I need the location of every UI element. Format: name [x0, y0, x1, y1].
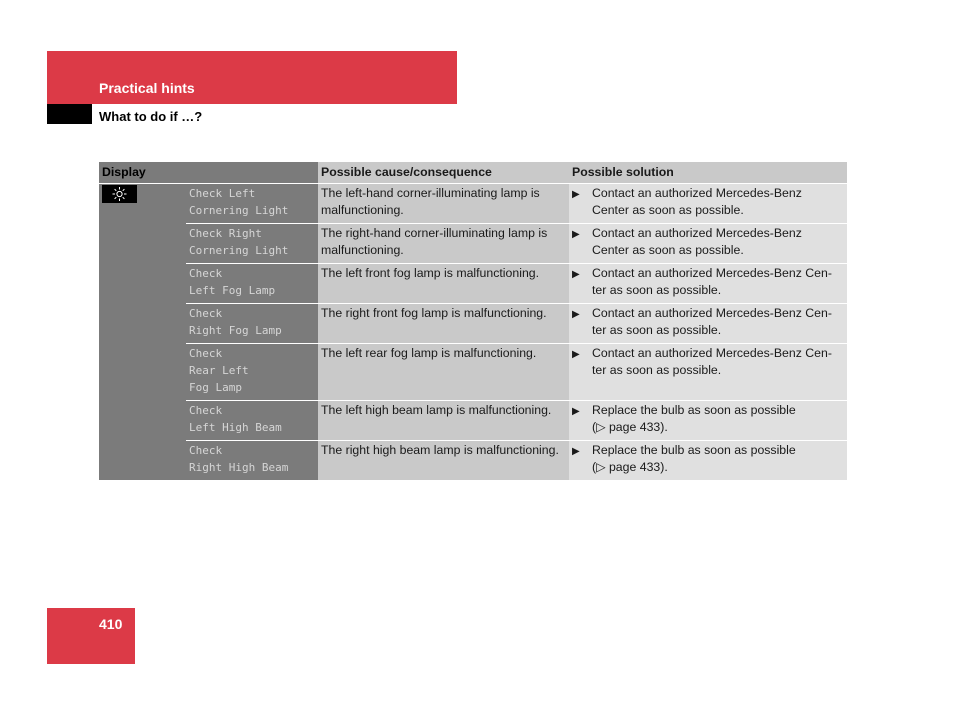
- solution-cell: ▶ Replace the bulb as soon as possible (▷ page 433).: [569, 441, 847, 481]
- table-row: [99, 264, 847, 304]
- table-row: [99, 441, 847, 481]
- column-header-solution: Possible solution: [569, 162, 847, 184]
- action-arrow-icon: ▶: [572, 349, 580, 360]
- cause-cell: The right high beam lamp is malfunctioning.: [318, 441, 569, 481]
- solution-cell: ▶ Contact an authorized Mercedes-Benz Cen- ter as soon as possible.: [569, 344, 847, 401]
- solution-cell: ▶ Contact an authorized Mercedes-Benz Cen- ter as soon as possible.: [569, 304, 847, 344]
- exterior-lamp-warning-icon: [102, 185, 137, 203]
- action-arrow-icon: ▶: [572, 406, 580, 417]
- section-title: Practical hints: [99, 80, 195, 96]
- table-row: [99, 184, 847, 224]
- display-message: Check Right High Beam: [186, 441, 318, 481]
- page-reference-link[interactable]: (▷ page 433).: [592, 460, 668, 474]
- action-arrow-icon: ▶: [572, 269, 580, 280]
- display-icon-cell: [99, 184, 186, 481]
- page-number: 410: [99, 616, 123, 632]
- table-row: [99, 304, 847, 344]
- display-message: Check Left High Beam: [186, 401, 318, 441]
- solution-cell: ▶ Contact an authorized Mercedes-Benz Center as soon as possible.: [569, 224, 847, 264]
- table-row: [99, 224, 847, 264]
- action-arrow-icon: ▶: [572, 309, 580, 320]
- table-header-row: [99, 162, 847, 184]
- action-arrow-icon: ▶: [572, 189, 580, 200]
- display-message: Check Right Fog Lamp: [186, 304, 318, 344]
- table-row: [99, 401, 847, 441]
- section-header-band: [47, 51, 457, 104]
- cause-cell: The right front fog lamp is malfunctioning.: [318, 304, 569, 344]
- hints-table: [99, 162, 847, 481]
- solution-cell: ▶ Contact an authorized Mercedes-Benz Center as soon as possible.: [569, 184, 847, 224]
- display-message: Check Rear Left Fog Lamp: [186, 344, 318, 401]
- section-tab-marker: [47, 104, 92, 124]
- cause-cell: The left rear fog lamp is malfunctioning.: [318, 344, 569, 401]
- display-message: Check Left Fog Lamp: [186, 264, 318, 304]
- display-message: Check Left Cornering Light: [186, 184, 318, 224]
- action-arrow-icon: ▶: [572, 446, 580, 457]
- cause-cell: The left high beam lamp is malfunctioning.: [318, 401, 569, 441]
- subsection-title: What to do if …?: [99, 109, 203, 124]
- solution-cell: ▶ Contact an authorized Mercedes-Benz Cen- ter as soon as possible.: [569, 264, 847, 304]
- cause-cell: The left front fog lamp is malfunctioning.: [318, 264, 569, 304]
- display-message: Check Right Cornering Light: [186, 224, 318, 264]
- page-reference-link[interactable]: (▷ page 433).: [592, 420, 668, 434]
- column-header-cause: Possible cause/consequence: [318, 162, 569, 184]
- table-row: [99, 344, 847, 401]
- cause-cell: The right-hand corner-illuminating lamp is malfunctioning.: [318, 224, 569, 264]
- action-arrow-icon: ▶: [572, 229, 580, 240]
- cause-cell: The left-hand corner-illuminating lamp is malfunctioning.: [318, 184, 569, 224]
- column-header-display: Display: [99, 162, 318, 184]
- solution-cell: ▶ Replace the bulb as soon as possible (▷ page 433).: [569, 401, 847, 441]
- table-body: [99, 184, 847, 481]
